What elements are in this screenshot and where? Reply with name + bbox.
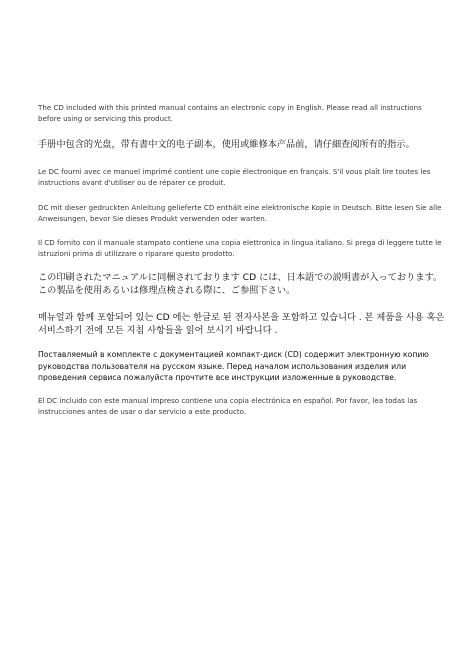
notice-italian: Il CD fornito con il manuale stampato contiene una copia elettronica in lingua italiano. Si prega di leggere tutte le istruzioni prima di utilizzare o riparare questo prodotto.: [38, 238, 442, 258]
notice-spanish: El DC incluido con este manual impreso contiene una copia electrónica en español. Por favor, lea todas las instrucciones antes de usar o dar servicio a este producto.: [38, 396, 418, 416]
notice-chinese: 手册中包含的光盘，带有書中文的电子副本，使用或維修本产品前，请仔細查阅所有的指示。: [38, 139, 415, 150]
notice-french: Le DC fourni avec ce manuel imprimé contient une copie électronique en français. S'il vous plaît lire toutes les instructions avant d'utiliser ou de réparer ce produit.: [38, 167, 431, 187]
notice-german: DC mit dieser gedruckten Anleitung gelieferte CD enthält eine elektronische Kopie in Deutsch. Bitte lesen Sie alle Anweisungen, bevor Sie dieses Produkt verwenden oder warten.: [38, 203, 442, 223]
notice-russian: Поставляемый в комплекте с документацией компакт-диск (CD) содержит электронную копию руководства пользователя на русском языке. Перед началом использования изделия или проведения сервиса пожалуйста прочтите все инструкции изложенные в руководстве.: [38, 350, 429, 382]
notice-english: The CD included with this printed manual contains an electronic copy in English. Please read all instructions before using or servicing this product.: [38, 103, 422, 123]
notice-japanese: この印刷されたマニュアルに同梱されております CD には、日本語での説明書が入っております。この製品を使用あるいは修理点検される際に、ご参照下さい。: [38, 272, 443, 296]
notice-korean: 매뉴얼과 함께 포함되어 있는 CD 에는 한글로 된 전자사본을 포함하고 있습니다 . 본 제품을 사용 혹은 서비스하기 전에 모든 지침 사항들을 읽어 보시기 바랍니다 .: [38, 312, 445, 336]
